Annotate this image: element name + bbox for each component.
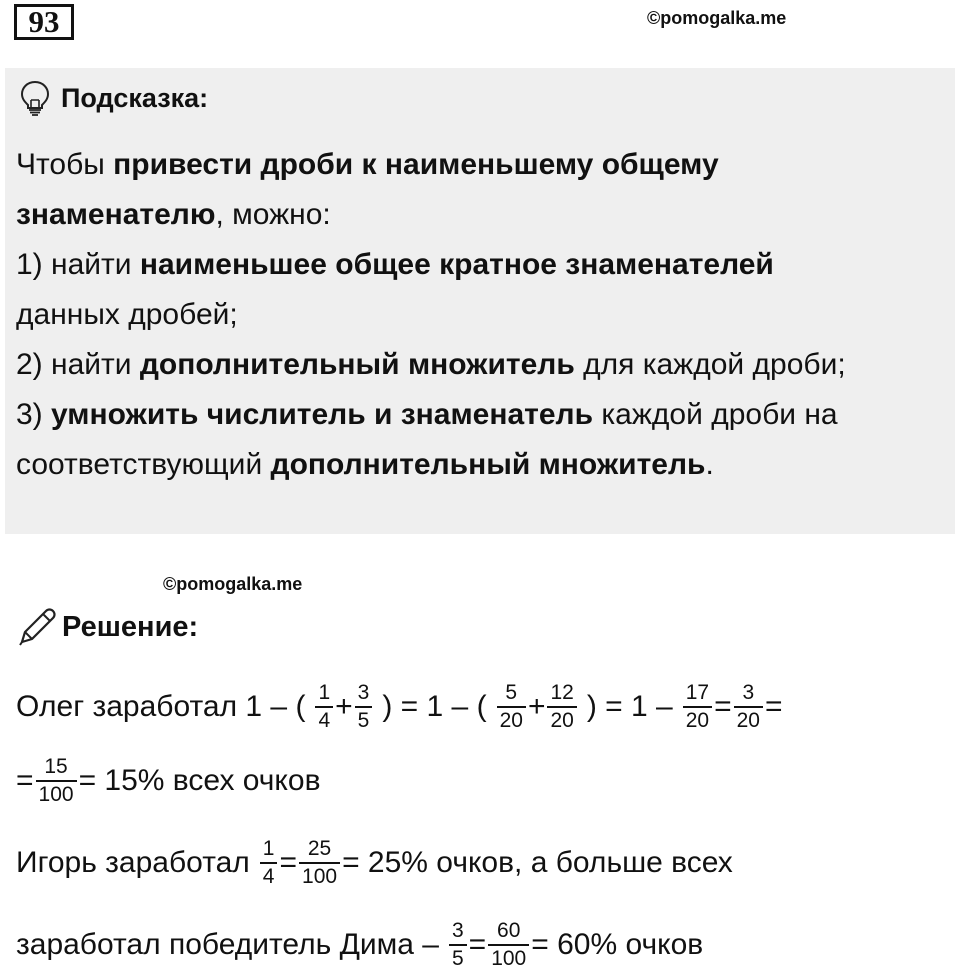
numerator: 3 [357, 681, 370, 704]
fraction [260, 838, 278, 888]
text: для каждой дроби; [574, 348, 846, 381]
hint-line [16, 240, 946, 290]
numerator: 60 [497, 919, 521, 942]
hint-line [16, 340, 946, 390]
pencil-icon [16, 606, 56, 648]
denominator: 20 [683, 706, 712, 732]
denominator: 100 [299, 862, 340, 888]
hint-line [16, 140, 946, 190]
solution-title: Решение: [62, 610, 199, 643]
lightbulb-icon [19, 80, 51, 116]
text: 3) [16, 398, 52, 431]
fraction [683, 682, 712, 732]
bold-text: привести дроби к наименьшему общему [113, 148, 719, 181]
numerator: 3 [742, 681, 755, 704]
bold-text: знаменателю [16, 198, 216, 231]
numerator: 17 [685, 681, 710, 704]
fraction [449, 920, 467, 970]
numerator: 5 [505, 681, 518, 704]
math-text: = 60% очков [531, 928, 704, 961]
denominator: 20 [497, 706, 526, 732]
hint-title: Подсказка: [61, 82, 209, 113]
fraction [355, 682, 373, 732]
denominator: 100 [36, 780, 77, 806]
math-text: + [335, 690, 353, 723]
math-text: = 25% очков, а больше всех [342, 846, 733, 879]
math-text: = [764, 690, 783, 723]
denominator: 5 [449, 944, 467, 970]
equation-line [16, 838, 733, 888]
hint-text [16, 140, 946, 490]
bold-text: дополнительный множитель [270, 448, 706, 481]
watermark: ©pomogalka.me [647, 8, 787, 28]
fraction [299, 838, 340, 888]
math-text: + [527, 690, 546, 723]
math-text: ) = 1 – [586, 690, 673, 723]
fraction [497, 682, 526, 732]
denominator: 4 [315, 706, 333, 732]
numerator: 15 [44, 755, 68, 778]
text: соответствующий [16, 448, 271, 481]
math-text: Олег заработал 1 – ( [16, 690, 306, 723]
math-text: = [468, 928, 487, 961]
watermark: ©pomogalka.me [163, 574, 303, 594]
text: , можно: [215, 198, 331, 231]
numerator: 3 [451, 919, 464, 942]
math-text: = [714, 690, 732, 723]
math-text: = [279, 846, 298, 879]
solution-header [16, 606, 198, 648]
math-text: Игорь заработал [16, 846, 250, 879]
bold-text: наименьшее общее кратное знаменателей [139, 248, 774, 281]
text: данных дробей; [16, 298, 238, 331]
hint-box [5, 68, 955, 534]
text: каждой дроби на [593, 398, 838, 431]
equation-line [16, 682, 783, 732]
denominator: 5 [355, 706, 373, 732]
numerator: 12 [550, 681, 574, 704]
bold-text: дополнительный множитель [139, 348, 575, 381]
fraction [734, 682, 763, 732]
text: 2) найти [16, 348, 140, 381]
math-text: = 15% всех очков [78, 764, 321, 797]
denominator: 100 [488, 944, 529, 970]
hint-header [19, 80, 208, 116]
text: 1) найти [16, 248, 140, 281]
fraction [315, 682, 333, 732]
numerator: 1 [318, 681, 331, 704]
hint-line [16, 190, 946, 240]
hint-line [16, 390, 946, 440]
numerator: 25 [307, 837, 332, 860]
math-text: = [16, 764, 34, 797]
equation-line [16, 756, 321, 806]
denominator: 20 [734, 706, 763, 732]
text: Чтобы [16, 148, 114, 181]
fraction [547, 682, 576, 732]
denominator: 20 [547, 706, 576, 732]
fraction [36, 756, 77, 806]
numerator: 1 [262, 837, 275, 860]
hint-line [16, 290, 946, 340]
problem-number: 93 [14, 4, 74, 40]
hint-line [16, 440, 946, 490]
text: . [705, 448, 714, 481]
fraction [488, 920, 529, 970]
math-text: заработал победитель Дима – [16, 928, 439, 961]
math-text: ) = 1 – ( [382, 690, 487, 723]
equation-line [16, 920, 703, 970]
bold-text: умножить числитель и знаменатель [51, 398, 594, 431]
denominator: 4 [260, 862, 278, 888]
